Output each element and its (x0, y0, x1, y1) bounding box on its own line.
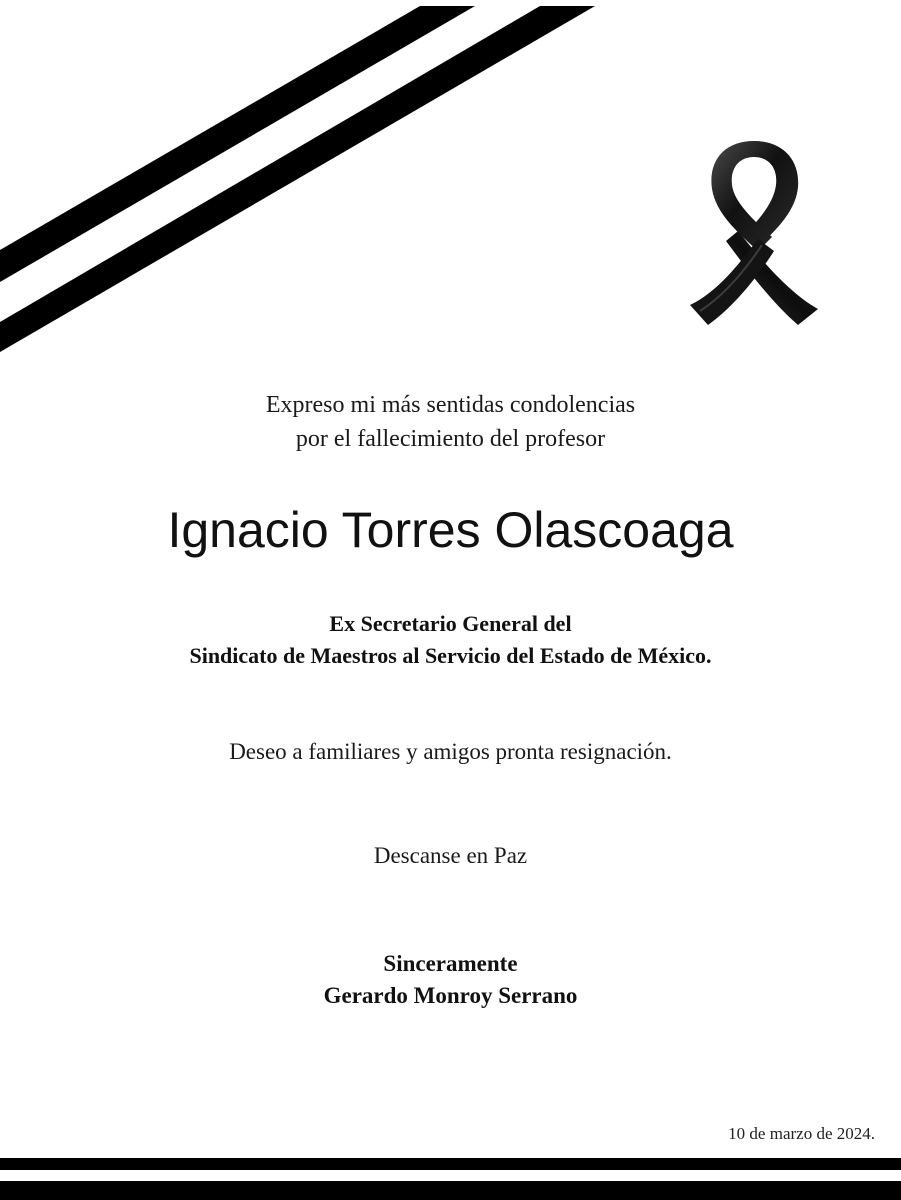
diagonal-stripe-lower (0, 6, 595, 352)
closing-signature (0, 948, 901, 1012)
condolence-intro (0, 388, 901, 456)
intro-line-1: Expreso mi más sentidas condolencias (265, 392, 636, 418)
rest-in-peace: Descanse en Paz (373, 843, 528, 868)
deceased-name: Ignacio Torres Olascoaga (167, 502, 734, 558)
signer-name: Gerardo Monroy Serrano (323, 983, 578, 1008)
position-line-1: Ex Secretario General del (329, 611, 572, 636)
position-line-2: Sindicato de Maestros al Servicio del Estado de México. (189, 643, 712, 668)
bottom-mourning-bar-thin (0, 1158, 901, 1170)
mourning-ribbon-icon (686, 133, 822, 329)
diagonal-stripe-upper (0, 6, 475, 282)
family-wish: Deseo a familiares y amigos pronta resignación. (229, 739, 672, 764)
closing-salutation: Sinceramente (383, 951, 518, 976)
bottom-mourning-bar-thick (0, 1181, 901, 1200)
intro-line-2: por el fallecimiento del profesor (295, 426, 606, 452)
deceased-position (0, 608, 901, 672)
document-date: 10 de marzo de 2024. (728, 1124, 875, 1143)
